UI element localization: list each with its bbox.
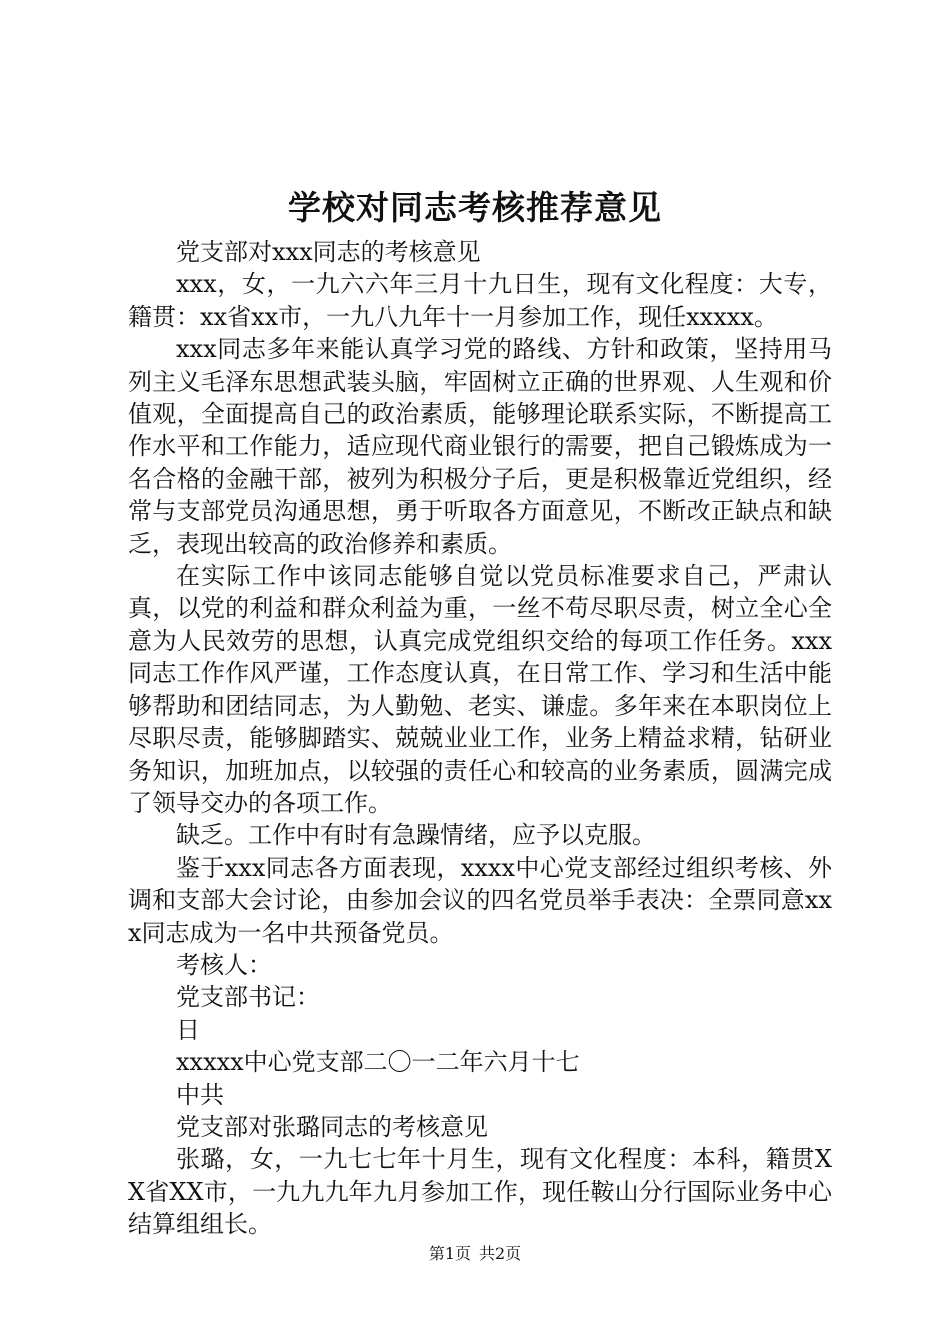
document-body: [128, 236, 832, 1241]
paragraph: xxx，女，一九六六年三月十九日生，现有文化程度：大专，籍贯：xx省xx市，一九八九年十一月参加工作，现任xxxxx。: [128, 270, 832, 331]
paragraph: 缺乏。工作中有时有急躁情绪，应予以克服。: [176, 821, 656, 850]
paragraph: 鉴于xxx同志各方面表现，xxxx中心党支部经过组织考核、外调和支部大会讨论，由参加会议的四名党员举手表决：全票同意xxx同志成为一名中共预备党员。: [128, 853, 832, 947]
paragraph: 张璐，女，一九七七年十月生，现有文化程度：本科，籍贯XX省XX市，一九九九年九月参加工作，现任鞍山分行国际业务中心结算组组长。: [128, 1145, 832, 1239]
document-title: 学校对同志考核推荐意见: [288, 188, 662, 227]
page-footer: [0, 1243, 950, 1265]
paragraph: 考核人：: [176, 950, 272, 979]
paragraph: xxxxx中心党支部二〇一二年六月十七: [176, 1048, 580, 1077]
paragraph: 中共: [176, 1080, 224, 1109]
paragraph: 党支部对张璐同志的考核意见: [176, 1112, 488, 1141]
paragraph: 党支部书记：: [176, 983, 320, 1012]
paragraph: xxx同志多年来能认真学习党的路线、方针和政策，坚持用马列主义毛泽东思想武装头脑，牢固树立正确的世界观、人生观和价值观，全面提高自己的政治素质，能够理论联系实际，不断提高工作水平和工作能力，适应现代商业银行的需要，把自己锻炼成为一名合格的金融干部，被列为积极分子后，更是积极靠近党组织，经常与支部党员沟通思想，勇于听取各方面意见，不断改正缺点和缺乏，表现出较高的政治修养和素质。: [128, 335, 832, 558]
paragraph: 日: [176, 1015, 200, 1044]
paragraph: 在实际工作中该同志能够自觉以党员标准要求自己，严肃认真，以党的利益和群众利益为重，一丝不苟尽职尽责，树立全心全意为人民效劳的思想，认真完成党组织交给的每项工作任务。xxx同志工作作风严谨，工作态度认真，在日常工作、学习和生活中能够帮助和团结同志，为人勤勉、老实、谦虚。多年来在本职岗位上尽职尽责，能够脚踏实、兢兢业业工作，业务上精益求精，钻研业务知识，加班加点，以较强的责任心和较高的业务素质，圆满完成了领导交办的各项工作。: [128, 562, 832, 817]
page-number: 第1页: [428, 1244, 471, 1263]
paragraph: 党支部对xxx同志的考核意见: [176, 238, 481, 266]
page-count: 共2页: [479, 1244, 522, 1263]
